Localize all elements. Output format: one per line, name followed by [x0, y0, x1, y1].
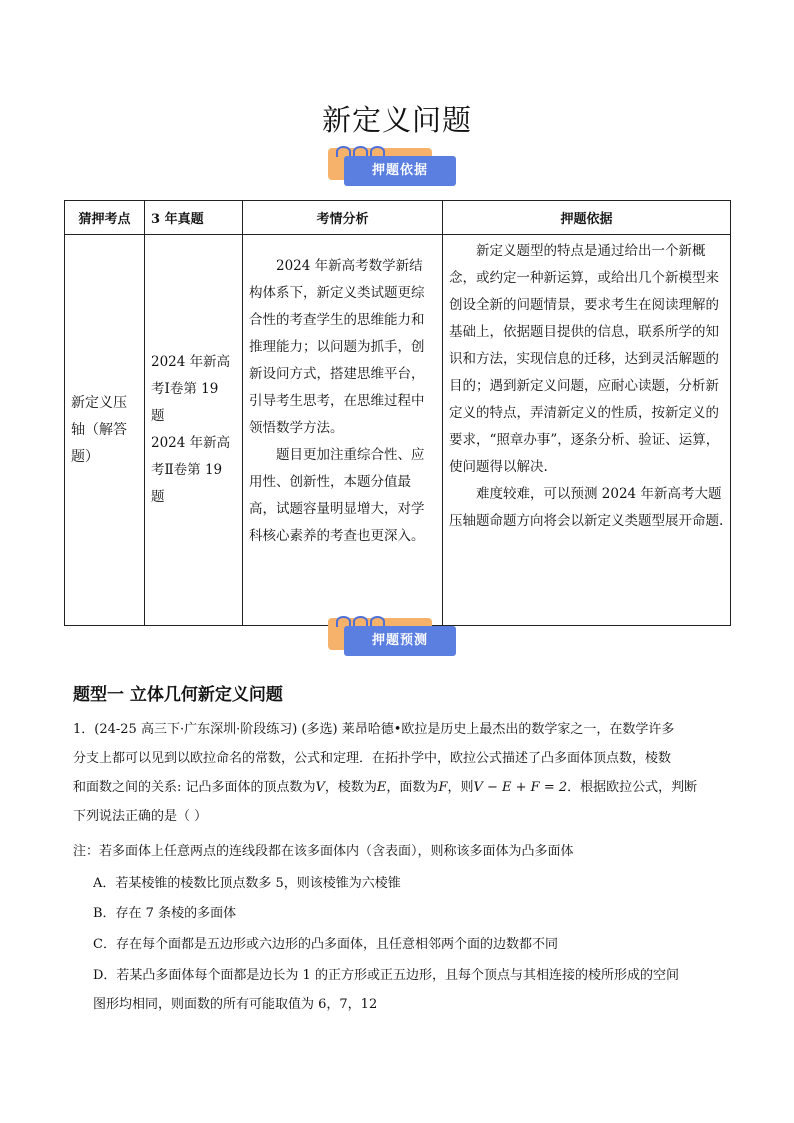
variable-e: E	[376, 780, 387, 795]
header-years: 3 年真题	[145, 201, 243, 235]
option-d-line-1: D．若某凸多面体每个面都是边长为 1 的正方形或正五边形，且每个顶点与其相连接的棱所形成的空间	[93, 968, 679, 983]
ring-binder-icon	[336, 612, 387, 626]
variable-f: F	[438, 780, 448, 795]
euler-formula: V − E + F = 2	[473, 780, 568, 795]
option-d[interactable]	[93, 962, 723, 1019]
option-c[interactable]: C．存在每个面都是五边形或六边形的凸多面体，且任意相邻两个面的边数都不同	[93, 937, 558, 952]
basis-para-2: 难度较难，可以预测 2024 年新高考大题压轴题命题方向将会以新定义类题型展开命题.	[449, 486, 724, 529]
basis-para-1: 新定义题型的特点是通过给出一个新概念，或约定一种新运算，或给出几个新模型来创设全新的问题情景，要求考生在阅读理解的基础上，依据题目提供的信息，联系所学的知识和方法，实现信息的迁移，达到灵活解题的目的；遇到新定义问题，应耐心读题，分析新定义的特点，弄清新定义的性质，按新定义的要求，“照章办事”，逐条分析、验证、运算，使问题得以解决.	[449, 243, 720, 475]
question-text: ，面数为	[386, 780, 439, 795]
question-text: ，则	[447, 780, 474, 795]
header-topic: 猜押考点	[65, 201, 145, 235]
question-text: 和面数之间的关系: 记凸多面体的顶点数为	[73, 780, 316, 795]
option-d-line-2: 图形均相同，则面数的所有可能取值为 6，7，12	[93, 996, 378, 1012]
cell-topic	[65, 235, 145, 626]
section-title: 题型一 立体几何新定义问题	[73, 685, 283, 705]
header-analysis: 考情分析	[243, 201, 443, 235]
banner-prediction	[322, 612, 462, 660]
cell-analysis	[243, 235, 443, 626]
option-a[interactable]: A．若某棱锥的棱数比顶点数多 5，则该棱锥为六棱锥	[93, 876, 401, 891]
banner-label: 押题预测	[344, 626, 456, 656]
question-line-4: 下列说法正确的是（ ）	[73, 809, 208, 824]
cell-basis	[443, 235, 731, 626]
year-item-2: 2024 年新高考Ⅱ卷第 19 题	[151, 435, 231, 505]
header-basis: 押题依据	[443, 201, 731, 235]
table-header-row	[65, 201, 731, 235]
page-title: 新定义问题	[321, 103, 472, 137]
banner-label: 押题依据	[344, 156, 456, 186]
analysis-para-2: 题目更加注重综合性、应用性、创新性，本题分值最高，试题容量明显增大，对学科核心素养的考查也更深入。	[249, 447, 425, 544]
question-line-3	[73, 774, 723, 803]
analysis-para-1: 2024 年新高考数学新结构体系下，新定义类试题更综合性的考查学生的思维能力和推理能力；以问题为抓手，创新设问方式，搭建思维平台，引导考生思考，在思维过程中领悟数学方法。	[249, 258, 425, 436]
variable-v: V	[315, 780, 325, 795]
ring-binder-icon	[336, 142, 387, 156]
info-table	[64, 200, 731, 626]
question-text: ，棱数为	[324, 780, 377, 795]
question-note: 注：若多面体上任意两点的连线段都在该多面体内（含表面），则称该多面体为凸多面体	[73, 844, 574, 859]
table-row	[65, 235, 731, 626]
option-b[interactable]: B．存在 7 条棱的多面体	[93, 906, 237, 921]
cell-years	[145, 235, 243, 626]
year-item-1: 2024 年新高考Ⅰ卷第 19 题	[151, 354, 231, 424]
topic-text: 新定义压轴（解答题）	[71, 394, 127, 465]
banner-basis	[322, 142, 462, 190]
question-line-2: 分支上都可以见到以欧拉命名的常数，公式和定理．在拓扑学中，欧拉公式描述了凸多面体顶点数，棱数	[73, 751, 672, 766]
question-line-1: 1．(24-25 高三下·广东深圳·阶段练习) (多选) 莱昂哈德•欧拉是历史上最杰出的数学家之一，在数学许多	[73, 722, 675, 737]
question-text: ．根据欧拉公式，判断	[567, 780, 698, 795]
